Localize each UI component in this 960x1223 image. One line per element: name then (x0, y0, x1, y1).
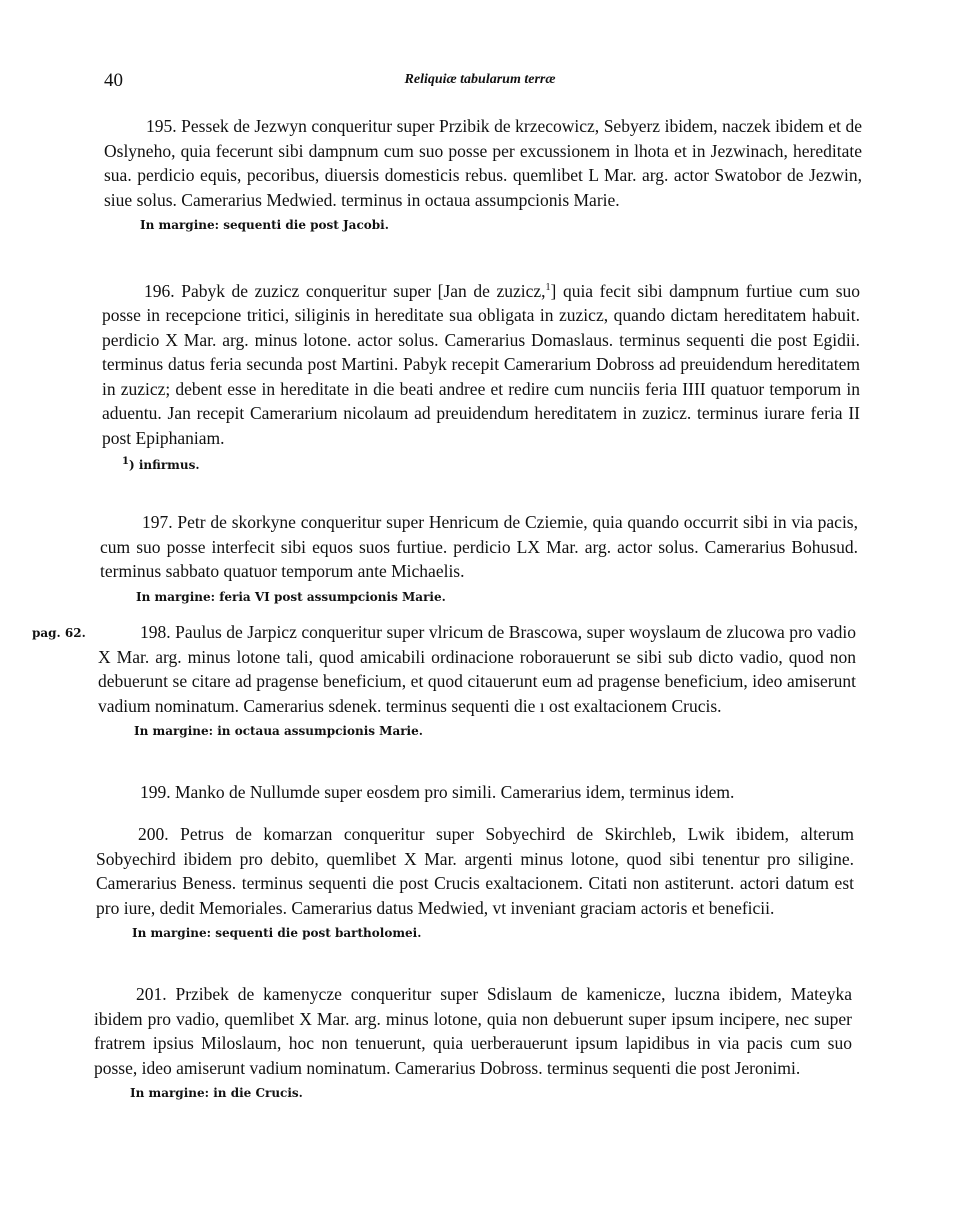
entry-text: 199. Manko de Nullumde super eosdem pro simili. Camerarius idem, terminus idem. (140, 782, 735, 802)
entry-196 (102, 276, 860, 475)
entry-text: 198. Paulus de Jarpicz conqueritur super vlricum de Brascowa, super woyslaum de zlucowa pro vadio X Mar. arg. minus lotone tali, quod amicabili ordinacione roborauerunt se sibi sub dicto vadio, quod non debuerunt se citare ad pragense beneficium, et quod citauerunt eum ad pragense beneficium, ideo amiserunt vadium nominatum. Camerarius sdenek. terminus sequenti die ı ost exaltacionem Crucis. (98, 622, 856, 716)
footnote-reference: 1 (545, 282, 551, 293)
entry-199 (98, 780, 856, 805)
entry-text: 197. Petr de skorkyne conqueritur super Henricum de Cziemie, quia quando occurrit sibi in via pacis, cum suo posse interfecit sibi equos suos furtiue. perdicio LX Mar. arg. actor solus. Camerarius Bohusud. terminus sabbato quatuor temporum ante Michaelis. (100, 512, 858, 581)
entry-text (102, 276, 860, 450)
margin-note: In margine: sequenti die post Jacobi. (140, 218, 389, 232)
entry-200 (96, 822, 854, 943)
entry-text: 201. Przibek de kamenycze conqueritur super Sdislaum de kamenicze, luczna ibidem, Mateyka ibidem pro vadio, quemlibet X Mar. arg. minus lotone, quia non debuerunt super ipsum incipere, nec super fratrem ipsius Miloslaum, hoc non tenuerunt, quia uerberauerunt ipsum lapidibus in via pacis cum suo posse, ideo amiserunt vadium nominatum. Camerarius Dobross. terminus sequenti die post Jeronimi. (94, 984, 852, 1078)
footnote-text: ) infirmus. (128, 458, 200, 473)
entry-text: 195. Pessek de Jezwyn conqueritur super Przibik de krzecowicz, Sebyerz ibidem, naczek ibidem et de Oslyneho, quia fecerunt sibi dampnum cum suo posse per excussionem in lhota et in Jezwinach, hereditate sua. perdicio equis, pecoribus, diuersis domesticis rebus. quemlibet L Mar. arg. actor Swatobor de Jezwin, siue solus. Camerarius Medwied. terminus in octaua assumpcionis Marie. (104, 116, 862, 210)
entry-195 (104, 114, 862, 235)
margin-note: In margine: in die Crucis. (130, 1086, 303, 1100)
margin-note: In margine: feria VI post assumpcionis Marie. (136, 589, 446, 604)
entry-201 (94, 982, 852, 1103)
running-title: Reliquiæ tabularum terræ (404, 72, 556, 87)
entry-text-part: 196. Pabyk de zuzicz conqueritur super [Jan de zuzicz, (144, 280, 546, 301)
margin-note: In margine: sequenti die post bartholomei. (132, 926, 422, 940)
footnote (102, 452, 860, 475)
entry-197 (100, 510, 858, 607)
entry-text-part: ] quia fecit sibi dampnum furtiue cum suo posse in recepcione tritici, siliginis in hereditate sua obligata in zuzicz, quando dictam hereditatem habuit. perdicio X Mar. arg. minus lotone. actor solus. Camerarius Domaslaus. terminus sequenti die post Egidii. terminus datus feria secunda post Martini. Pabyk recepit Camerarium Dobross ad preuidendum hereditatem in zuzicz; debent esse in hereditate in die beati andree et redire cum nunciis feria IIII quatuor temporum in aduentu. Jan recepit Camerarium nicolaum ad preuidendum hereditatem in zuzicz. terminus iurare feria II post Epiphaniam. (102, 280, 861, 448)
margin-note: In margine: in octaua assumpcionis Marie. (134, 724, 423, 738)
entry-text: 200. Petrus de komarzan conqueritur super Sobyechird de Skirchleb, Lwik ibidem, alterum Sobyechird ibidem pro debito, quemlibet X Mar. argenti minus lotone, quod sibi tenentur pro siligine. Camerarius Beness. terminus sequenti die post Crucis exaltacionem. Citati non astiterunt. actori datum est pro iure, dedit Memoriales. Camerarius datus Medwied, vt inveniant graciam actoris et beneficii. (96, 824, 854, 918)
entry-198 (98, 620, 856, 741)
footnote-mark: 1 (122, 456, 129, 468)
side-note-page-reference: pag. 62. (32, 626, 86, 640)
page-number: 40 (104, 70, 123, 91)
